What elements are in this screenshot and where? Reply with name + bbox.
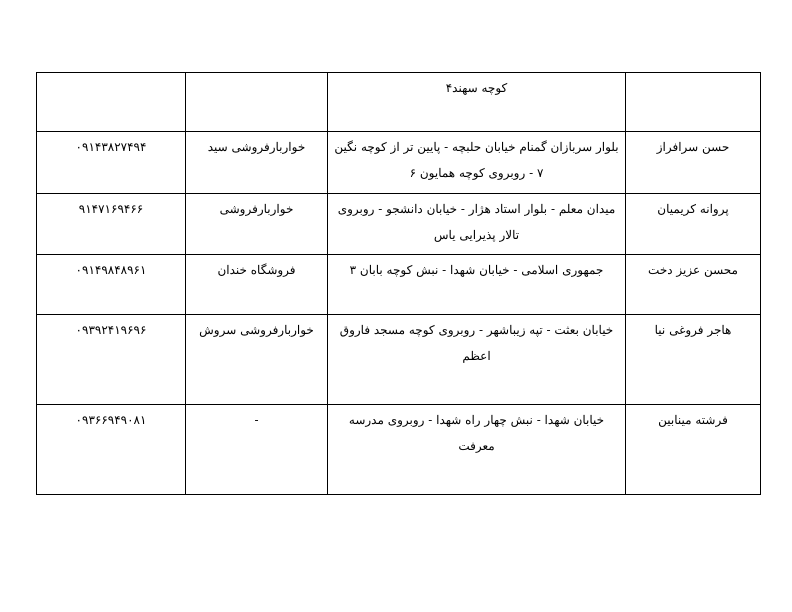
shop-name-cell: خواربارفروشی سید [186, 132, 328, 194]
phone-cell: ۰۹۳۶۶۹۴۹۰۸۱ [37, 405, 186, 495]
phone-cell: ۰۹۳۹۲۴۱۹۶۹۶ [37, 315, 186, 405]
address-cell: بلوار سربازان گمنام خیابان حلبچه - پایین تر از کوچه نگین ۷ - روبروی کوچه همایون ۶ [328, 132, 626, 194]
table-row [37, 255, 761, 315]
owner-name-cell: پروانه کریمیان [626, 194, 761, 255]
shop-name-cell [186, 73, 328, 132]
table-row [37, 73, 761, 132]
phone-cell: ۰۹۱۴۳۸۲۷۴۹۴ [37, 132, 186, 194]
table-row [37, 405, 761, 495]
owner-name-cell: حسن سرافراز [626, 132, 761, 194]
shop-name-cell: فروشگاه خندان [186, 255, 328, 315]
address-cell: خیابان شهدا - نبش چهار راه شهدا - روبروی مدرسه معرفت [328, 405, 626, 495]
owner-name-cell: هاجر فروغی نیا [626, 315, 761, 405]
owner-name-cell: محسن عزیز دخت [626, 255, 761, 315]
shop-name-cell: خواربارفروشی سروش [186, 315, 328, 405]
table-row [37, 194, 761, 255]
table-row [37, 132, 761, 194]
address-cell: کوچه سهند۴ [328, 73, 626, 132]
shop-name-cell: - [186, 405, 328, 495]
phone-cell: ۰۹۱۴۹۸۴۸۹۶۱ [37, 255, 186, 315]
shop-directory-table [36, 72, 761, 495]
address-cell: خیابان بعثت - تپه زیباشهر - روبروی کوچه مسجد فاروق اعظم [328, 315, 626, 405]
shop-name-cell: خواربارفروشی [186, 194, 328, 255]
phone-cell: ۹۱۴۷۱۶۹۴۶۶ [37, 194, 186, 255]
phone-cell [37, 73, 186, 132]
owner-name-cell [626, 73, 761, 132]
table-row [37, 315, 761, 405]
owner-name-cell: فرشته مینابین [626, 405, 761, 495]
address-cell: میدان معلم - بلوار استاد هژار - خیابان دانشجو - روبروی تالار پذیرایی یاس [328, 194, 626, 255]
address-cell: جمهوری اسلامی - خیابان شهدا - نبش کوچه بابان ۳ [328, 255, 626, 315]
